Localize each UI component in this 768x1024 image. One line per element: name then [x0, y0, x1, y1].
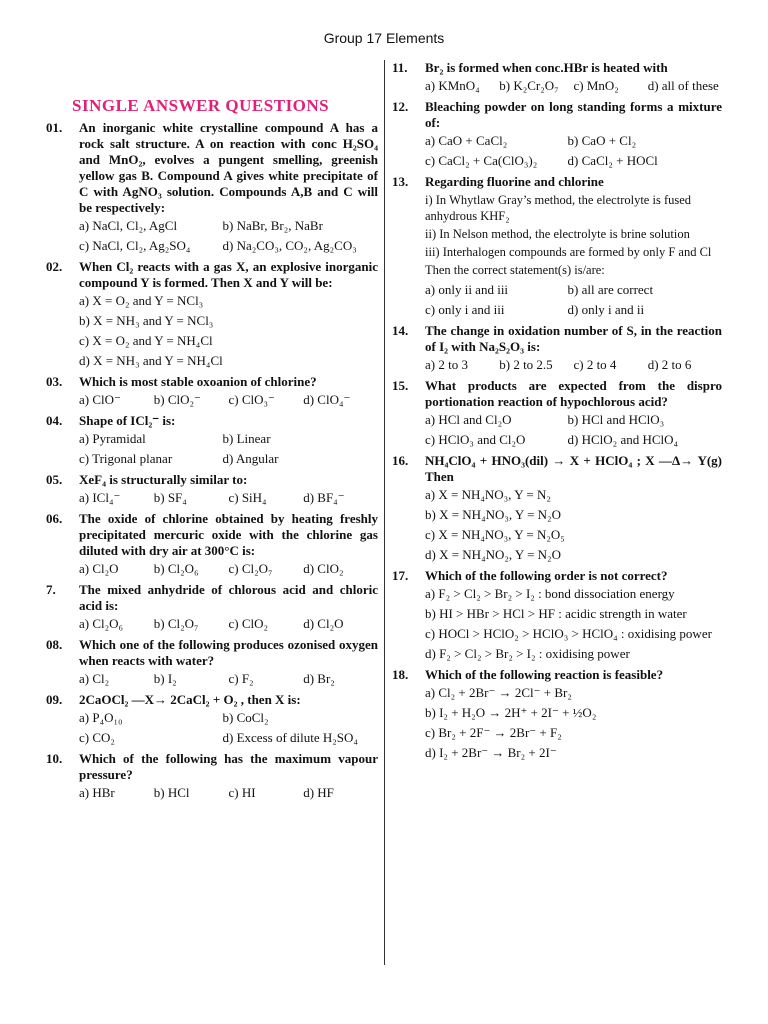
- question-text: Which is most stable oxoanion of chlorine?: [79, 374, 317, 389]
- answer-option: b) CoCl₂: [222, 710, 269, 725]
- question-text: XeF₄ is structurally similar to:: [79, 472, 248, 487]
- answer-option: d) X = NH₄NO₂, Y = N₂O: [425, 547, 561, 562]
- question-text: Which of the following order is not correct?: [425, 568, 668, 583]
- answer-option: a) ICl₄⁻: [79, 490, 121, 505]
- answer-option: a) NaCl, Cl₂, AgCl: [79, 218, 178, 233]
- answer-option: c) Cl₂O₇: [228, 561, 273, 576]
- question-head: [46, 120, 378, 216]
- answer-option: a) Cl₂O: [79, 561, 119, 576]
- answer-option: a) X = NH₄NO₃, Y = N₂: [425, 487, 551, 502]
- answer-option: d) Angular: [222, 451, 279, 466]
- question-text: 2CaOCl₂ —X→ 2CaCl₂ + O₂ , then X is:: [79, 692, 301, 707]
- question-number: 02.: [46, 259, 63, 274]
- options: [392, 355, 722, 375]
- answer-option: b) SF₄: [153, 490, 187, 505]
- options: [46, 390, 378, 410]
- answer-option: d) Excess of dilute H₂SO₄: [222, 730, 358, 745]
- question-head: [392, 378, 722, 410]
- question-number: 17.: [392, 568, 409, 583]
- answer-option: c) NaCl, Cl₂, Ag₂SO₄: [79, 238, 191, 253]
- answer-option: a) HCl and Cl₂O: [425, 412, 512, 427]
- question-head: [46, 637, 378, 669]
- answer-option: b) X = NH₄NO₃, Y = N₂O: [425, 507, 561, 522]
- question-number: 04.: [46, 413, 63, 428]
- statement: i) In Whytlaw Gray’s method, the electrolyte is fused anhydrous KHF₂: [425, 193, 692, 223]
- question: [392, 99, 722, 171]
- question-head: [392, 667, 722, 683]
- question-number: 09.: [46, 692, 63, 707]
- question-number: 06.: [46, 511, 63, 526]
- answer-option: b) all are correct: [567, 282, 654, 297]
- answer-option: a) KMnO₄: [425, 78, 480, 93]
- answer-option: a) X = O₂ and Y = NCl₃: [79, 293, 204, 308]
- answer-option: b) ClO₂⁻: [153, 392, 201, 407]
- answer-option: b) CaO + Cl₂: [567, 133, 637, 148]
- answer-option: c) HClO₃ and Cl₂O: [425, 432, 526, 447]
- answer-option: a) Pyramidal: [79, 431, 146, 446]
- answer-option: b) Cl₂O₆: [153, 561, 199, 576]
- answer-option: a) Cl₂ + 2Br⁻ → 2Cl⁻ + Br₂: [425, 685, 572, 700]
- answer-option: d) 2 to 6: [647, 357, 692, 372]
- answer-option: a) Cl₂O₆: [79, 616, 124, 631]
- question-head: [392, 99, 722, 131]
- question-text: Which of the following reaction is feasible?: [425, 667, 664, 682]
- options: [46, 708, 378, 748]
- question-number: 05.: [46, 472, 63, 487]
- column-divider: [384, 60, 385, 965]
- question-text: Br₂ is formed when conc.HBr is heated with: [425, 60, 668, 75]
- question-head: [46, 413, 378, 429]
- answer-option: c) CO₂: [79, 730, 115, 745]
- question: [392, 174, 722, 320]
- question-text: What products are expected from the dispro portionation reaction of hypochlorous acid?: [425, 378, 722, 409]
- options: [46, 559, 378, 579]
- question-text: Bleaching powder on long standing forms a mixture of:: [425, 99, 722, 130]
- page-header: Group 17 Elements: [323, 30, 445, 46]
- answer-option: b) HCl: [153, 785, 190, 800]
- question-text: An inorganic white crystalline compound A has a rock salt structure. A on reaction with conc H₂SO₄ and MnO₂, evolves a pungent smelling, greenish yellow gas B. Compound A gives white precipitate of C with AgNO₃ solution. Compounds A,B and C will be respectively:: [79, 120, 378, 215]
- statement: ii) In Nelson method, the electrolyte is brine solution: [425, 227, 690, 241]
- options: [392, 485, 722, 565]
- question-head: [392, 453, 722, 485]
- question-number: 01.: [46, 120, 63, 135]
- answer-option: b) Linear: [222, 431, 271, 446]
- answer-option: a) CaO + CaCl₂: [425, 133, 508, 148]
- options: [392, 584, 722, 664]
- statement: iii) Interhalogen compounds are formed by only F and Cl: [425, 245, 712, 259]
- answer-option: d) Br₂: [303, 671, 335, 686]
- answer-option: b) I₂: [153, 671, 177, 686]
- question-text: The oxide of chlorine obtained by heating freshly precipitated mercuric oxide with the chlorine gas diluted with dry air at 300°C is:: [79, 511, 378, 558]
- answer-option: d) ClO₄⁻: [303, 392, 351, 407]
- question-number: 10.: [46, 751, 63, 766]
- question-number: 7.: [46, 582, 56, 597]
- answer-option: d) HClO₂ and HClO₄: [567, 432, 679, 447]
- answer-option: d) HF: [303, 785, 334, 800]
- options: [46, 783, 378, 803]
- answer-option: c) only i and iii: [425, 302, 505, 317]
- question-head: [392, 323, 722, 355]
- statement: Then the correct statement(s) is/are:: [425, 263, 605, 277]
- options: [392, 410, 722, 450]
- question-text: Which of the following has the maximum vapour pressure?: [79, 751, 378, 782]
- options: [392, 683, 722, 763]
- question-number: 03.: [46, 374, 63, 389]
- answer-option: d) Cl₂O: [303, 616, 344, 631]
- answer-option: b) NaBr, Br₂, NaBr: [222, 218, 323, 233]
- question: [392, 323, 722, 375]
- question-text: The change in oxidation number of S, in the reaction of I₂ with Na₂S₂O₃ is:: [425, 323, 722, 354]
- answer-option: b) X = NH₃ and Y = NCl₃: [79, 313, 214, 328]
- question: [46, 582, 378, 634]
- answer-option: a) ClO⁻: [79, 392, 121, 407]
- question-head: [46, 511, 378, 559]
- question-number: 08.: [46, 637, 63, 652]
- right-column: [392, 60, 722, 766]
- options: [46, 614, 378, 634]
- question-number: 14.: [392, 323, 409, 338]
- question-number: 12.: [392, 99, 409, 114]
- answer-option: c) 2 to 4: [573, 357, 617, 372]
- options: [46, 669, 378, 689]
- question-head: [392, 174, 722, 190]
- answer-option: d) only i and ii: [567, 302, 645, 317]
- answer-option: b) HCl and HClO₃: [567, 412, 665, 427]
- answer-option: c) Br₂ + 2F⁻ → 2Br⁻ + F₂: [425, 725, 562, 740]
- answer-option: d) ClO₂: [303, 561, 344, 576]
- answer-option: c) X = O₂ and Y = NH₄Cl: [79, 333, 213, 348]
- answer-option: a) only ii and iii: [425, 282, 509, 297]
- question-head: [46, 692, 378, 708]
- answer-option: c) F₂: [228, 671, 254, 686]
- options: [392, 76, 722, 96]
- question-text: Shape of ICl₂⁻ is:: [79, 413, 176, 428]
- question-head: [392, 568, 722, 584]
- answer-option: c) SiH₄: [228, 490, 267, 505]
- section-title: SINGLE ANSWER QUESTIONS: [72, 96, 330, 115]
- answer-option: d) I₂ + 2Br⁻ → Br₂ + 2I⁻: [425, 745, 557, 760]
- answer-option: b) Cl₂O₇: [153, 616, 199, 631]
- answer-option: b) HI > HBr > HCl > HF : acidic strength in water: [425, 606, 687, 621]
- answer-option: b) 2 to 2.5: [499, 357, 553, 372]
- question-text: Regarding fluorine and chlorine: [425, 174, 604, 189]
- question-number: 18.: [392, 667, 409, 682]
- question-number: 15.: [392, 378, 409, 393]
- answer-option: a) 2 to 3: [425, 357, 468, 372]
- question-text: NH₄ClO₄ + HNO₃(dil) → X + HClO₄ ; X —Δ→ Y(g) Then: [425, 453, 722, 484]
- answer-option: a) HBr: [79, 785, 115, 800]
- answer-option: c) CaCl₂ + Ca(ClO₃)₂: [425, 153, 538, 168]
- question-text: The mixed anhydride of chlorous acid and chloric acid is:: [79, 582, 378, 613]
- options: [46, 291, 378, 371]
- answer-option: b) K₂Cr₂O₇: [499, 78, 559, 93]
- answer-option: a) P₄O₁₀: [79, 710, 123, 725]
- question: [392, 453, 722, 565]
- question-head: [392, 60, 722, 76]
- answer-option: a) F₂ > Cl₂ > Br₂ > I₂ : bond dissociation energy: [425, 586, 675, 601]
- answer-option: c) HOCl > HClO₂ > HClO₃ > HClO₄ : oxidising power: [425, 626, 712, 641]
- answer-option: d) X = NH₃ and Y = NH₄Cl: [79, 353, 223, 368]
- question: [46, 413, 378, 469]
- question: [46, 751, 378, 803]
- question: [46, 511, 378, 579]
- answer-option: c) ClO₂: [228, 616, 269, 631]
- question: [46, 637, 378, 689]
- question: [46, 472, 378, 508]
- question-number: 13.: [392, 174, 409, 189]
- question-head: [46, 751, 378, 783]
- answer-option: d) all of these: [647, 78, 719, 93]
- answer-option: d) F₂ > Cl₂ > Br₂ > I₂ : oxidising power: [425, 646, 630, 661]
- options: [46, 429, 378, 469]
- question-number: 11.: [392, 60, 408, 75]
- answer-option: d) Na₂CO₃, CO₂, Ag₂CO₃: [222, 238, 357, 253]
- options: [46, 488, 378, 508]
- answer-option: c) ClO₃⁻: [228, 392, 275, 407]
- question-head: [46, 472, 378, 488]
- options: [392, 280, 722, 320]
- answer-option: d) BF₄⁻: [303, 490, 345, 505]
- question: [392, 667, 722, 763]
- question: [46, 259, 378, 371]
- answer-option: b) I₂ + H₂O → 2H⁺ + 2I⁻ + ½O₂: [425, 705, 597, 720]
- question-text: Which one of the following produces ozonised oxygen when reacts with water?: [79, 637, 378, 668]
- question: [392, 60, 722, 96]
- question: [46, 120, 378, 256]
- left-column: [46, 120, 378, 806]
- question-text: When Cl₂ reacts with a gas X, an explosive inorganic compound Y is formed. Then X and Y will be:: [79, 259, 378, 290]
- options: [46, 216, 378, 256]
- answer-option: a) Cl₂: [79, 671, 110, 686]
- question: [392, 378, 722, 450]
- question-head: [46, 374, 378, 390]
- answer-option: c) Trigonal planar: [79, 451, 173, 466]
- answer-option: c) MnO₂: [573, 78, 619, 93]
- question: [46, 374, 378, 410]
- question-head: [46, 582, 378, 614]
- question: [46, 692, 378, 748]
- question-number: 16.: [392, 453, 409, 468]
- options: [392, 131, 722, 171]
- question: [392, 568, 722, 664]
- answer-option: d) CaCl₂ + HOCl: [567, 153, 658, 168]
- answer-option: c) HI: [228, 785, 256, 800]
- question-head: [46, 259, 378, 291]
- answer-option: c) X = NH₄NO₃, Y = N₂O₅: [425, 527, 565, 542]
